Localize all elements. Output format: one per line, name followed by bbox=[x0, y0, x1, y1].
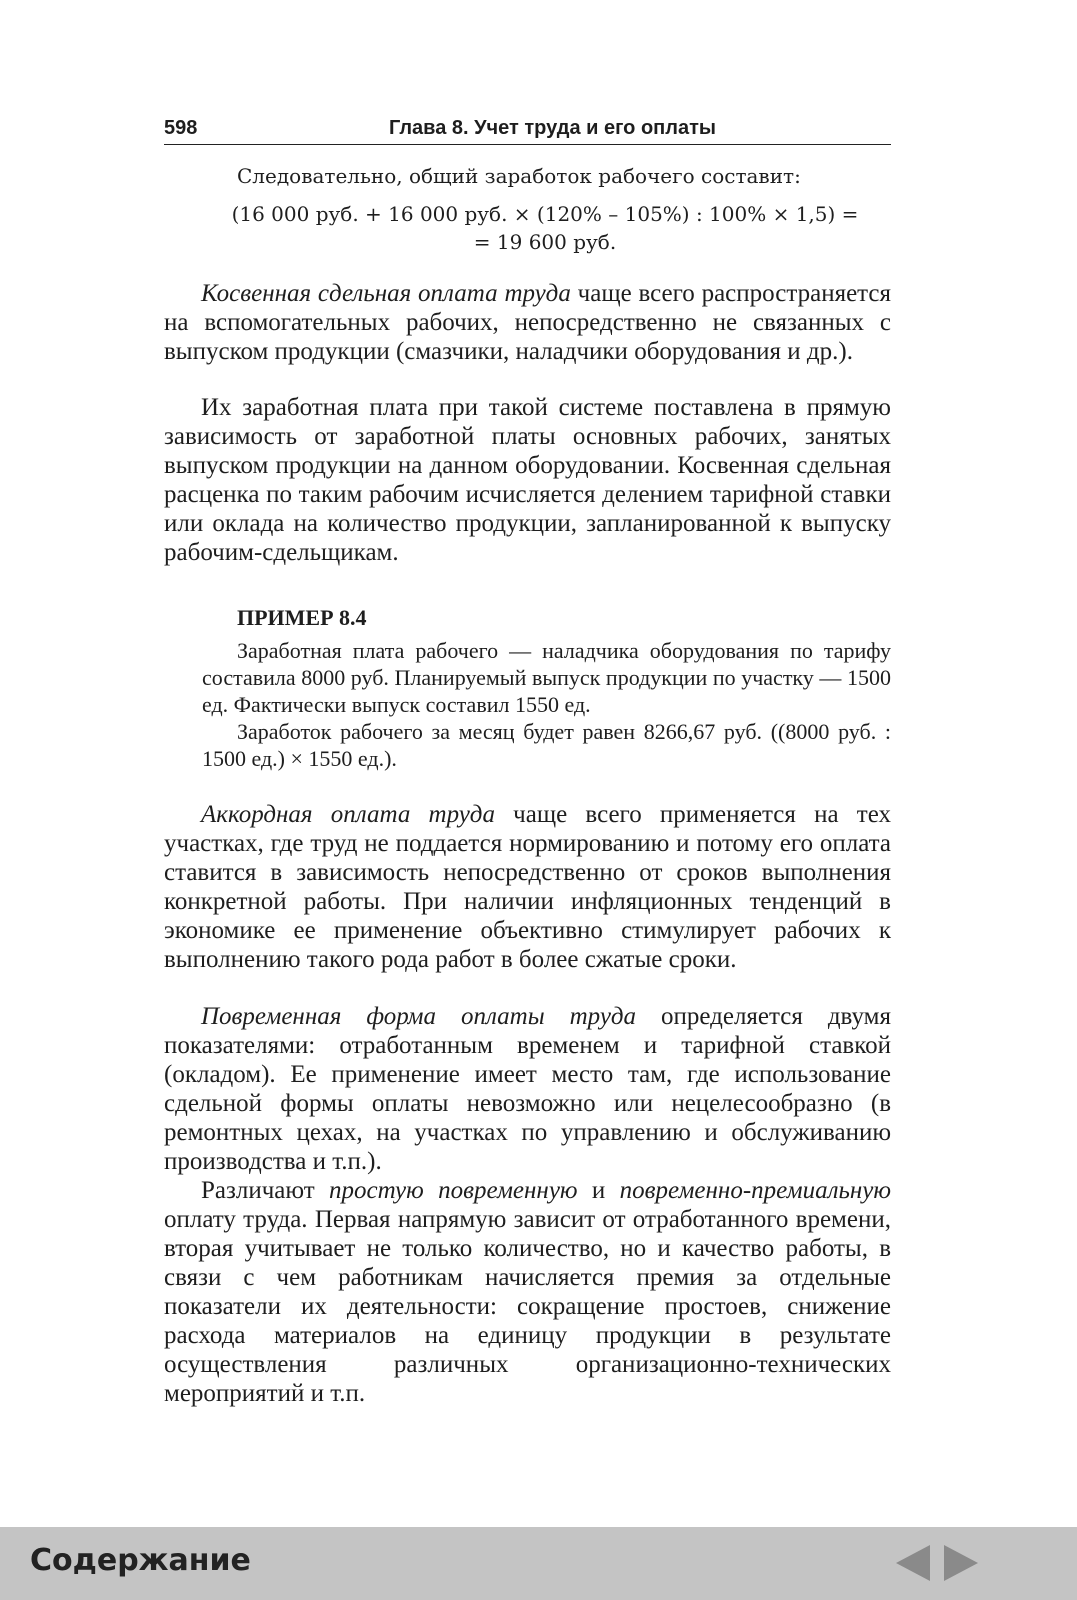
paragraph-text: Различают bbox=[201, 1177, 330, 1204]
paragraph-time-based-pay bbox=[164, 1002, 891, 1176]
paragraph-text: чаще всего применяется на тех участках, где труд не поддается нормированию и потому его оплата ставится в зависимость непосредственно от сроков выполнения конкретной работы. При наличии инфляционных тенденций в экономике ее применение объективно стимулирует рабочих к выполнению такого рода работ в более сжатые сроки. bbox=[164, 801, 891, 973]
formula-block bbox=[225, 200, 865, 256]
triangle-left-icon bbox=[895, 1544, 931, 1582]
example-text-2: Заработок рабочего за месяц будет равен 8266,67 руб. ((8000 руб. : 1500 ед.) × 1550 ед.). bbox=[202, 719, 891, 771]
paragraph-indirect-wages: Их заработная плата при такой системе поставлена в прямую зависимость от заработной платы основных рабочих, занятых выпуском продукции на данном оборудовании. Косвенная сдельная расценка по таким рабочим исчисляется делением тарифной ставки или оклада на количество продукции, запланированной к выпуску рабочим-сдельщикам. bbox=[164, 394, 891, 566]
paragraph-indirect-piecework bbox=[164, 279, 891, 366]
previous-page-button[interactable] bbox=[895, 1544, 931, 1582]
example-title: ПРИМЕР 8.4 bbox=[237, 605, 367, 630]
table-of-contents-link[interactable]: Содержание bbox=[30, 1543, 251, 1578]
page-number: 598 bbox=[164, 117, 198, 139]
example-text-1: Заработная плата рабочего — наладчика оборудования по тарифу составила 8000 руб. Планируемый выпуск продукции по участку — 1500 ед. Фактически выпуск составил 1550 ед. bbox=[202, 638, 891, 717]
term-indirect-piecework: Косвенная сдельная оплата труда bbox=[201, 280, 571, 307]
paragraph-text: чаще всего распространяется на вспомогательных рабочих, непосредственно не связанных с выпуском продукции (смазчики, наладчики оборудования и др.). bbox=[164, 280, 891, 365]
chapter-title: Глава 8. Учет труда и его оплаты bbox=[389, 117, 716, 139]
running-header bbox=[164, 112, 891, 145]
next-page-button[interactable] bbox=[943, 1544, 979, 1582]
term-time-premium: повременно-премиальную bbox=[619, 1177, 891, 1204]
term-time-based-pay: Повременная форма оплаты труда bbox=[201, 1003, 637, 1030]
formula-line-1: (16 000 руб. + 16 000 руб. × (120% – 105%) : 100% × 1,5) = bbox=[231, 202, 859, 226]
navigation-bar bbox=[0, 1527, 1077, 1600]
triangle-right-icon bbox=[943, 1544, 979, 1582]
term-simple-time-based: простую повременную bbox=[329, 1177, 578, 1204]
formula-line-2: = 19 600 руб. bbox=[473, 230, 617, 254]
formula-lead-text: Следовательно, общий заработок рабочего составит: bbox=[237, 164, 801, 188]
paragraph-simple-and-premium bbox=[164, 1176, 891, 1408]
paragraph-text: и bbox=[577, 1177, 620, 1204]
term-accord-pay: Аккордная оплата труда bbox=[201, 801, 495, 828]
paragraph-accord-pay bbox=[164, 800, 891, 974]
paragraph-text: оплату труда. Первая напрямую зависит от отработанного времени, вторая учитывает не только количество, но и качество работы, в связи с чем работникам начисляется премия за отдельные показатели их деятельности: сокращение простоев, снижение расхода материалов на единицу продукции в результате осуществления различных организационно-технических мероприятий и т.п. bbox=[164, 1206, 891, 1407]
paragraph-text: определяется двумя показателями: отработанным временем и тарифной ставкой (окладом). Ее применение имеет место там, где использование сдельной формы оплаты невозможно или нецелесообразно (в ремонтных цехах, на участках по управлению и обслуживанию производства и т.п.). bbox=[164, 1003, 891, 1175]
